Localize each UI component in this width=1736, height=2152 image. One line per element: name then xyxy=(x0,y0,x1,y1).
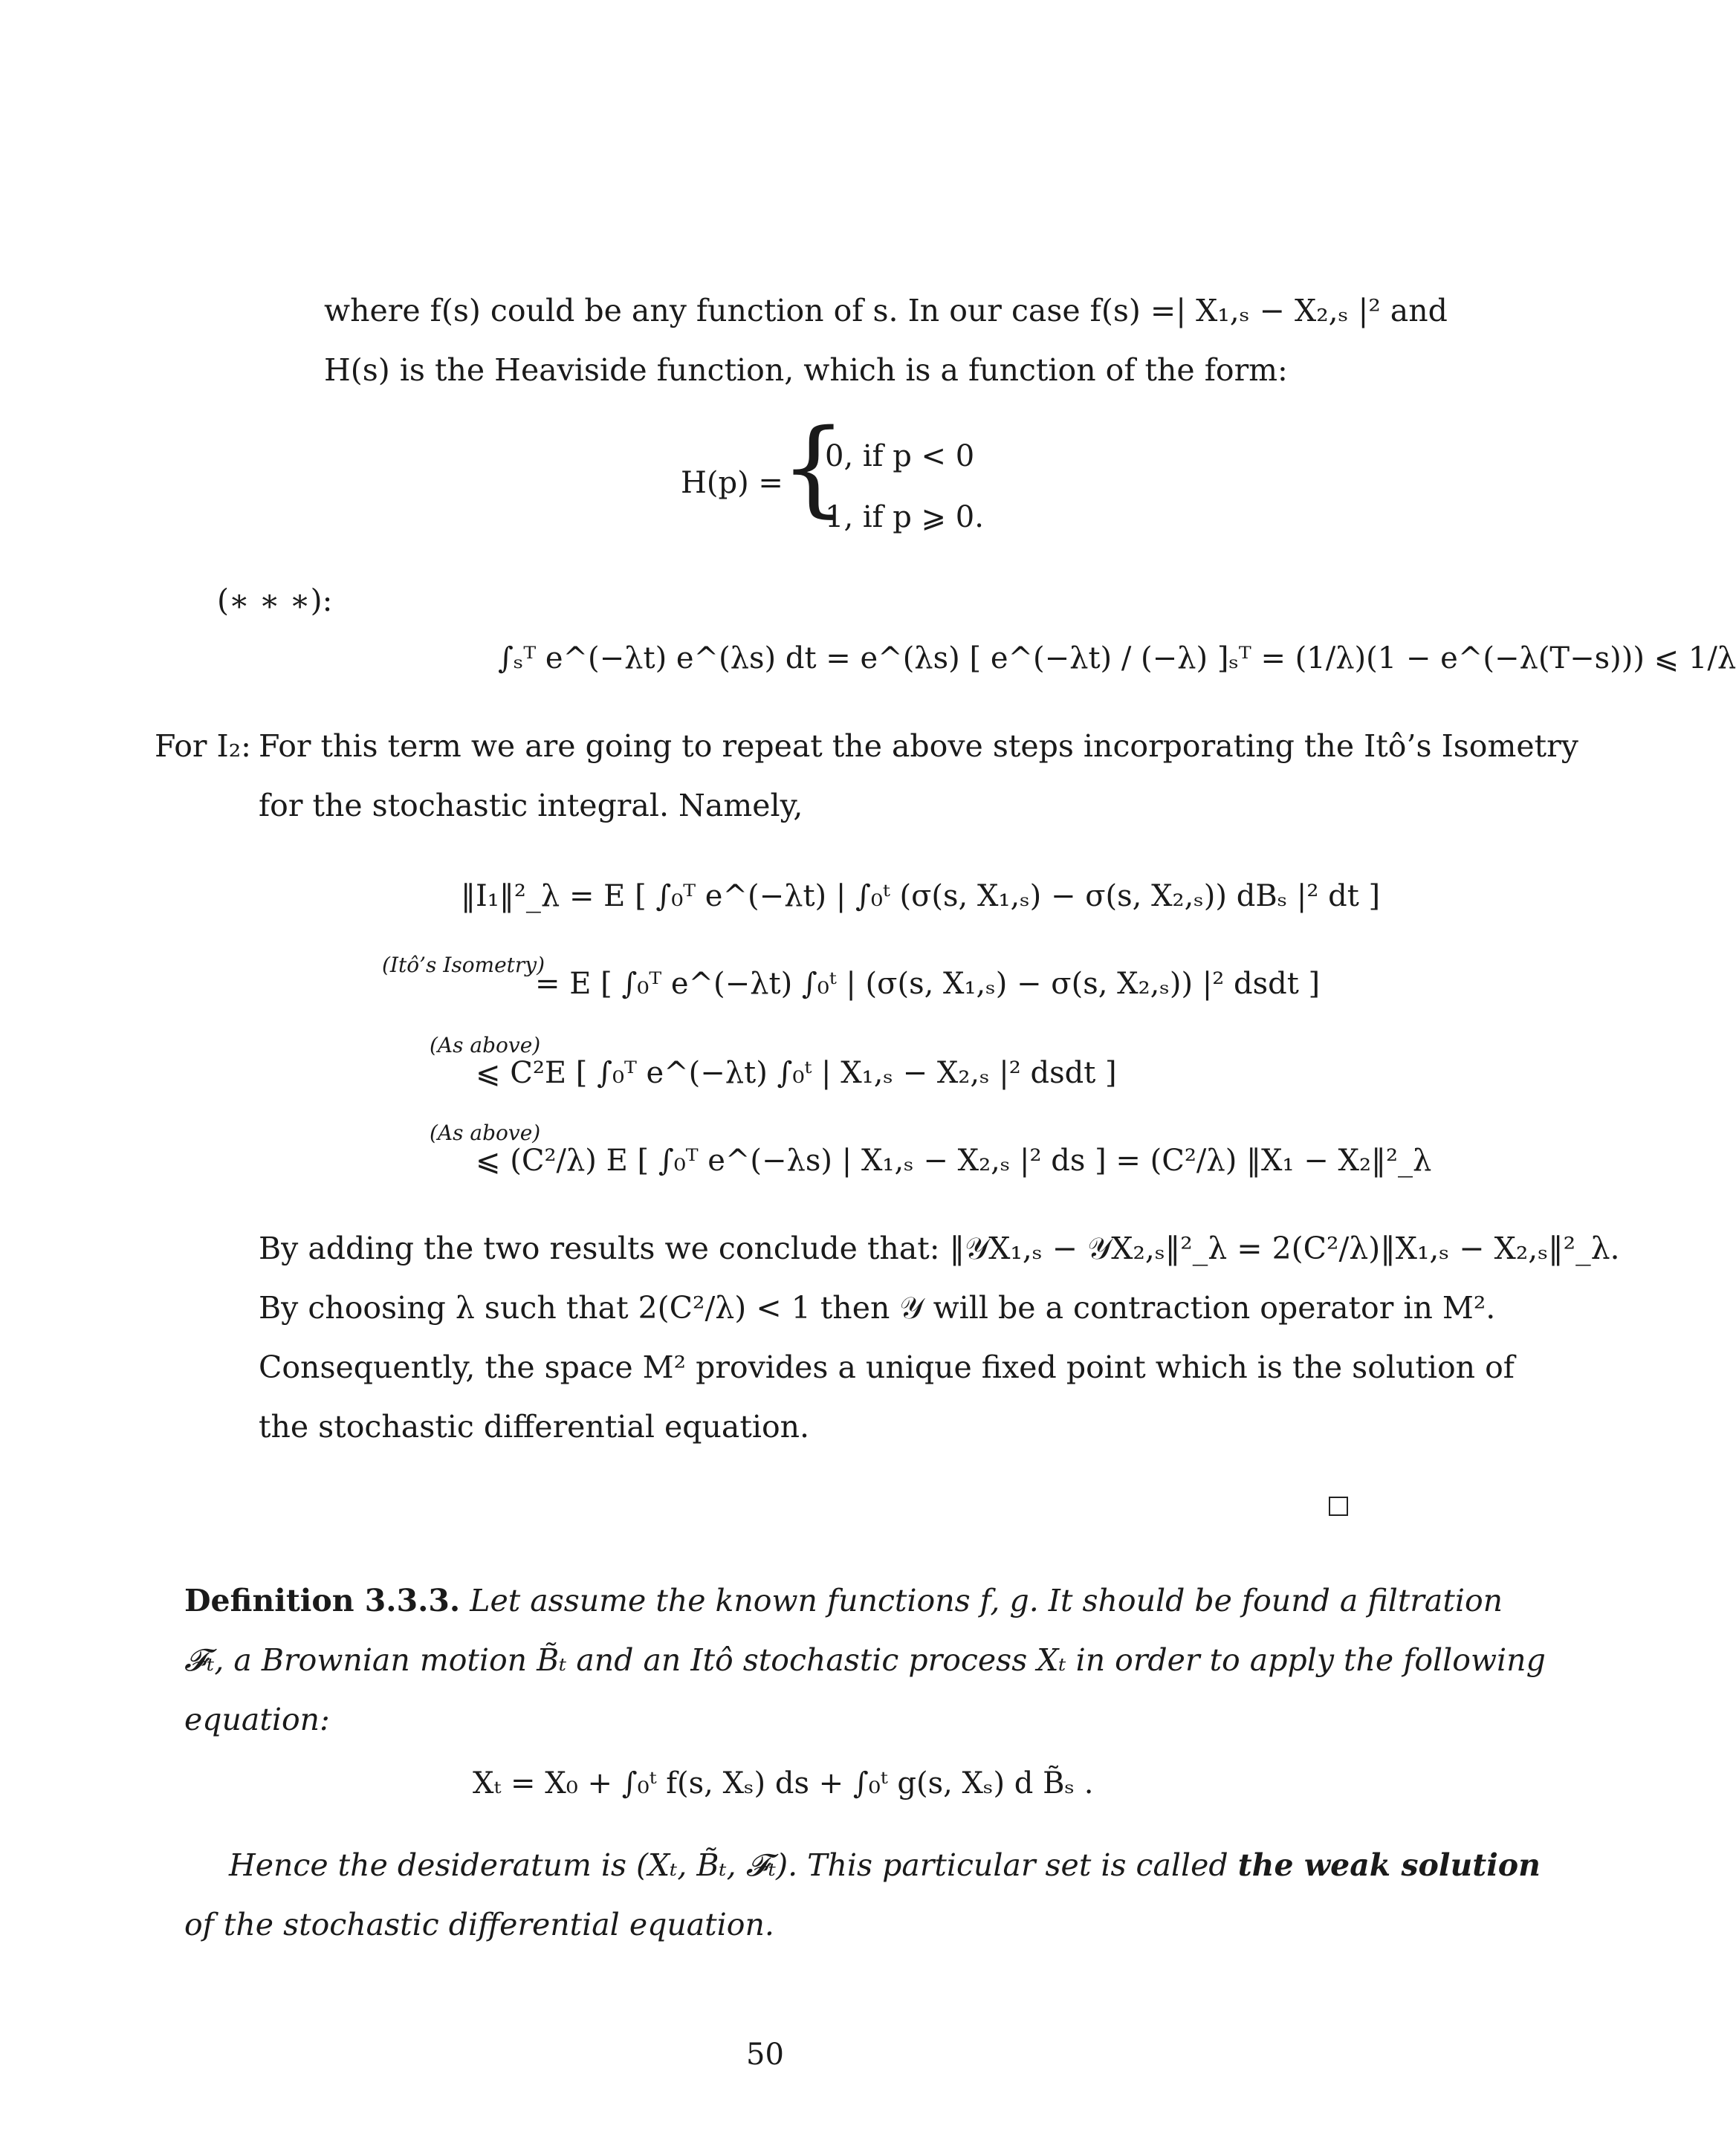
weak-solution-term: the weak solution xyxy=(1237,1847,1541,1883)
heaviside-case-1: 0, if p < 0 xyxy=(825,439,975,473)
page-number: 50 xyxy=(746,2038,784,2072)
as-above-tag-2: (As above) xyxy=(430,1121,541,1145)
qed-square-icon xyxy=(1329,1497,1348,1516)
ito-equation-line-2: = E [ ∫₀ᵀ e^(−λt) ∫₀ᵗ | (σ(s, X₁,ₛ) − σ(s, X₂,ₛ)) |² dsdt ] xyxy=(535,967,1321,1001)
i2-text-line-1: For this term we are going to repeat the above steps incorporating the Itô’s Isometry xyxy=(259,728,1578,764)
i2-label: For I₂: xyxy=(155,728,251,764)
heaviside-lhs: H(p) = xyxy=(681,466,783,500)
ito-equation-line-4: ⩽ (C²/λ) E [ ∫₀ᵀ e^(−λs) | X₁,ₛ − X₂,ₛ |² ds ] = (C²/λ) ‖X₁ − X₂‖²_λ xyxy=(476,1144,1432,1178)
definition-line-1 xyxy=(184,1583,1503,1619)
definition-text-1: Let assume the known functions f, g. It should be found a filtration xyxy=(470,1583,1503,1618)
ito-equation-line-1: ‖I₁‖²_λ = E [ ∫₀ᵀ e^(−λt) | ∫₀ᵗ (σ(s, X₁,ₛ) − σ(s, X₂,ₛ)) dBₛ |² dt ] xyxy=(461,879,1381,913)
hence-line-2: of the stochastic differential equation. xyxy=(184,1907,774,1942)
triple-star-label: (∗ ∗ ∗): xyxy=(217,583,333,618)
conclusion-line-2: By choosing λ such that 2(C²/λ) < 1 then 𝒴 will be a contraction operator in M². xyxy=(259,1290,1496,1326)
conclusion-line-1: By adding the two results we conclude that: ‖𝒴X₁,ₛ − 𝒴X₂,ₛ‖²_λ = 2(C²/λ)‖X₁,ₛ − X₂,ₛ‖²_λ. xyxy=(259,1231,1620,1266)
as-above-tag-1: (As above) xyxy=(430,1033,541,1057)
conclusion-line-3: Consequently, the space M² provides a unique fixed point which is the solution of xyxy=(259,1349,1515,1385)
definition-label: Definition 3.3.3. xyxy=(184,1583,461,1618)
i2-text-line-2: for the stochastic integral. Namely, xyxy=(259,788,803,823)
hence-line-1 xyxy=(229,1847,1541,1884)
definition-line-2: 𝓕ₜ, a Brownian motion B̃ₜ and an Itô stochastic process Xₜ in order to apply the following xyxy=(184,1642,1546,1678)
heaviside-brace: { xyxy=(780,407,847,528)
ito-equation-line-3: ⩽ C²E [ ∫₀ᵀ e^(−λt) ∫₀ᵗ | X₁,ₛ − X₂,ₛ |² dsdt ] xyxy=(476,1056,1117,1090)
hence-text: Hence the desideratum is (Xₜ, B̃ₜ, 𝓕ₜ). This particular set is called xyxy=(229,1847,1228,1883)
ito-isometry-tag: (Itô’s Isometry) xyxy=(382,953,545,977)
heaviside-case-2: 1, if p ⩾ 0. xyxy=(825,500,984,534)
text-line-function-f: where f(s) could be any function of s. In our case f(s) =| X₁,ₛ − X₂,ₛ |² and xyxy=(324,293,1448,328)
text-line-heaviside-intro: H(s) is the Heaviside function, which is a function of the form: xyxy=(324,352,1288,388)
conclusion-line-4: the stochastic differential equation. xyxy=(259,1409,810,1445)
weak-solution-equation: Xₜ = X₀ + ∫₀ᵗ f(s, Xₛ) ds + ∫₀ᵗ g(s, Xₛ) d B̃ₛ . xyxy=(473,1766,1094,1801)
triple-star-equation: ∫ₛᵀ e^(−λt) e^(λs) dt = e^(λs) [ e^(−λt) / (−λ) ]ₛᵀ = (1/λ)(1 − e^(−λ(T−s))) ⩽ 1/λ xyxy=(498,641,1736,675)
definition-line-3: equation: xyxy=(184,1702,330,1737)
